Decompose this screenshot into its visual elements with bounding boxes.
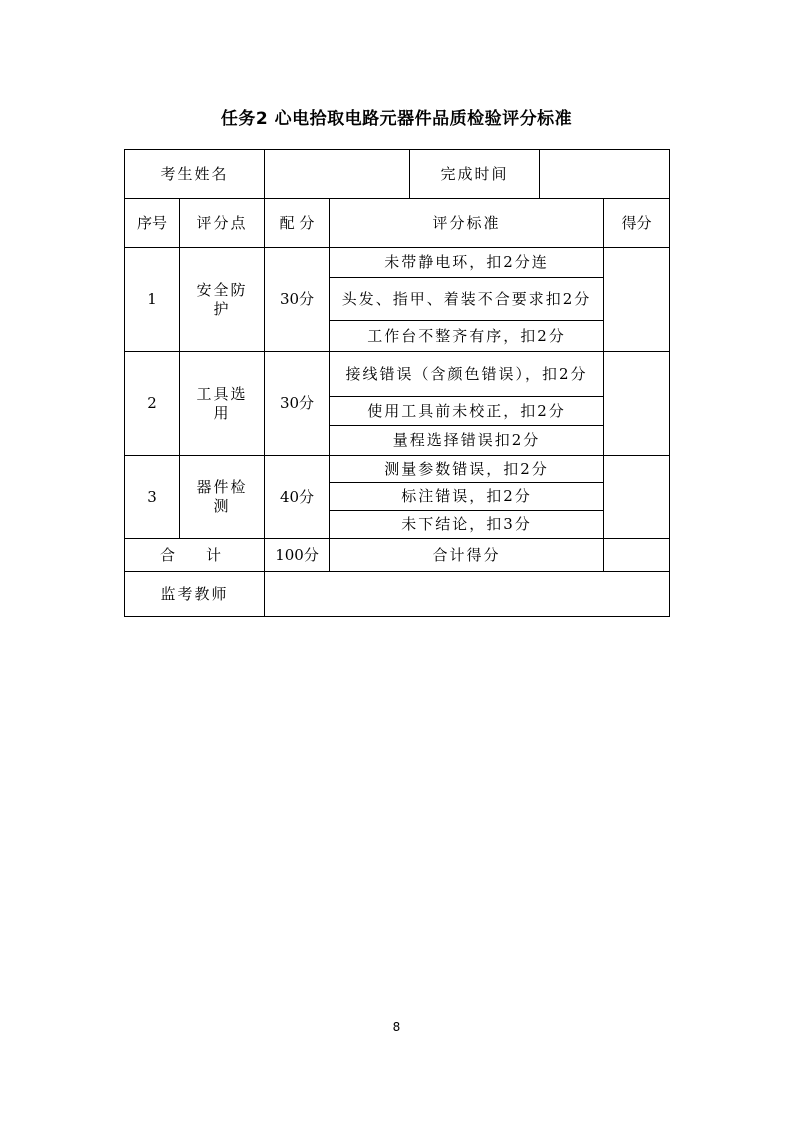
item-criteria: 未下结论，扣3分: [330, 511, 604, 539]
item-criteria: 未带静电环，扣2分连: [330, 248, 604, 278]
page-number: 8: [392, 1020, 401, 1034]
table-row: [125, 352, 670, 397]
obtained-column-header: 得分: [604, 199, 670, 248]
item-criteria: 量程选择错误扣2分: [330, 426, 604, 456]
item-seq: 3: [125, 456, 180, 539]
item-criteria: 头发、指甲、着装不合要求扣2分: [330, 278, 604, 321]
item-criteria: 标注错误，扣2分: [330, 483, 604, 511]
item-point: 器件检测: [180, 456, 265, 539]
supervisor-label: 监考教师: [125, 572, 265, 617]
item-obtained-score[interactable]: [604, 248, 670, 352]
total-label: 合 计: [125, 539, 265, 572]
total-row: [125, 539, 670, 572]
candidate-row: [125, 150, 670, 199]
candidate-name-value[interactable]: [265, 150, 410, 199]
total-obtained-label: 合计得分: [330, 539, 604, 572]
supervisor-row: [125, 572, 670, 617]
item-obtained-score[interactable]: [604, 456, 670, 539]
point-column-header: 评分点: [180, 199, 265, 248]
item-score: 30分: [265, 352, 330, 456]
score-column-header: 配 分: [265, 199, 330, 248]
seq-column-header: 序号: [125, 199, 180, 248]
page-title: 任务2 心电拾取电路元器件品质检验评分标准: [220, 109, 573, 129]
item-point: 安全防护: [180, 248, 265, 352]
column-header-row: [125, 199, 670, 248]
item-criteria: 使用工具前未校正，扣2分: [330, 397, 604, 426]
criteria-column-header: 评分标准: [330, 199, 604, 248]
item-score: 30分: [265, 248, 330, 352]
item-obtained-score[interactable]: [604, 352, 670, 456]
completion-time-label: 完成时间: [410, 150, 540, 199]
table-row: [125, 248, 670, 278]
item-seq: 1: [125, 248, 180, 352]
candidate-name-label: 考生姓名: [125, 150, 265, 199]
table-row: [125, 456, 670, 483]
total-obtained-value[interactable]: [604, 539, 670, 572]
completion-time-value[interactable]: [540, 150, 670, 199]
item-point: 工具选用: [180, 352, 265, 456]
grading-table: [124, 149, 670, 617]
item-score: 40分: [265, 456, 330, 539]
total-score: 100分: [265, 539, 330, 572]
supervisor-value[interactable]: [265, 572, 670, 617]
item-seq: 2: [125, 352, 180, 456]
item-criteria: 接线错误（含颜色错误），扣2分: [330, 352, 604, 397]
item-criteria: 工作台不整齐有序，扣2分: [330, 321, 604, 352]
item-criteria: 测量参数错误，扣2分: [330, 456, 604, 483]
